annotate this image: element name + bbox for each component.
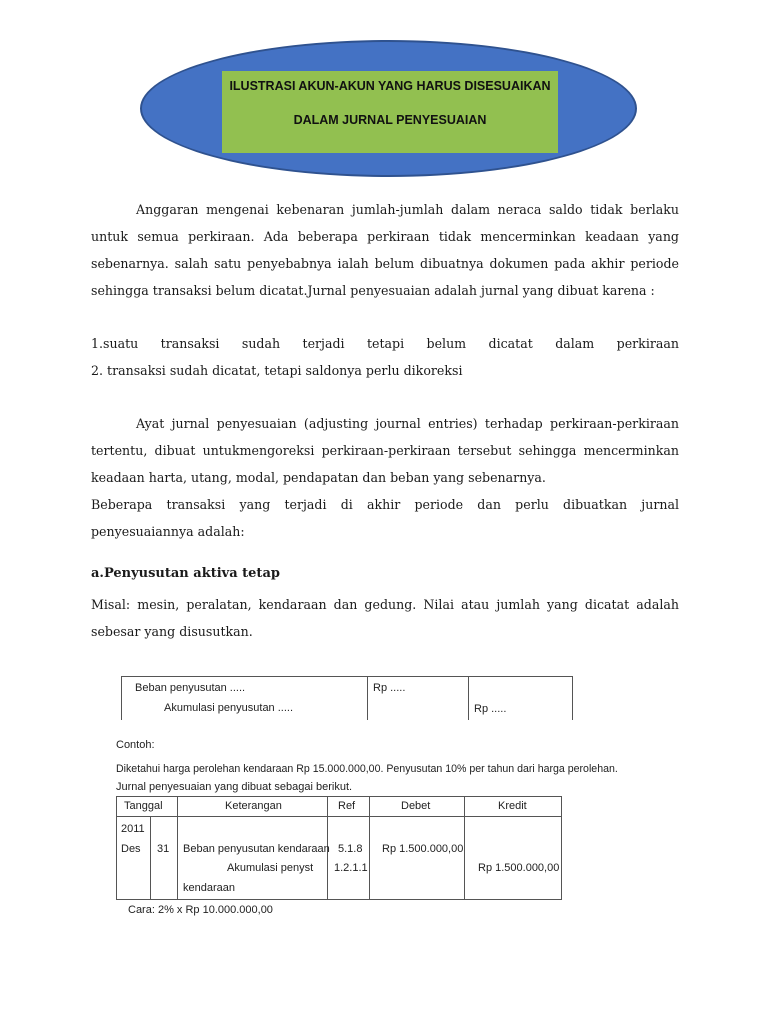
paragraph-adjusting: Ayat jurnal penyesuaian (adjusting journal entries) terhadap perkiraan-perkiraan tertentu, dibuat untukmengoreksi perkiraan-perkiraan tersebut sehingga mencerminkan keadaan harta, utang, modal, pendapatan dan beban yang sebenarnya.	[91, 416, 679, 485]
template-debit-amount: Rp .....	[373, 682, 406, 694]
template-credit-amount: Rp .....	[474, 703, 507, 715]
paragraph-transactions: Beberapa transaksi yang terjadi di akhir periode dan perlu dibuatkan jurnal penyesuaiannya adalah:	[91, 497, 679, 539]
ref-credit: 1.2.1.1	[334, 862, 368, 874]
credit-description-1: Akumulasi penyst	[227, 862, 314, 874]
title-line-2: DALAM JURNAL PENYESUAIAN	[293, 113, 487, 127]
example-label: Contoh:	[116, 739, 155, 751]
day-cell: 31	[157, 843, 170, 855]
template-debit-account: Beban penyusutan .....	[135, 682, 246, 694]
col-divider-1	[177, 797, 178, 899]
paragraph-intro: Anggaran mengenai kebenaran jumlah-jumlah dalam neraca saldo tidak berlaku untuk semua perkiraan. Ada beberapa perkiraan tidak mencerminkan keadaan yang sebenarnya. salah satu penyebabnya ialah belum dibuatnya dokumen pada akhir periode sehingga transaksi belum dicatat.Jurnal penyesuaian adalah jurnal yang dibuat karena :	[91, 202, 679, 298]
template-divider-2	[468, 676, 469, 720]
example-image	[113, 735, 618, 925]
list-item-1: 1.suatu transaksi sudah terjadi tetapi belum dicatat dalam perkiraan	[91, 336, 679, 351]
template-credit-account: Akumulasi penyusutan .....	[164, 702, 294, 714]
title-box	[222, 71, 558, 153]
col-divider-4	[464, 797, 465, 899]
template-divider-1	[367, 676, 368, 720]
header-tanggal: Tanggal	[124, 800, 163, 812]
ref-debit: 5.1.8	[338, 843, 363, 855]
col-divider-day	[150, 816, 151, 899]
example-line-2: Jurnal penyesuaian yang dibuat sebagai berikut.	[116, 781, 353, 793]
section-heading: a.Penyusutan aktiva tetap	[91, 566, 280, 581]
list-item-2: 2. transaksi sudah dicatat, tetapi saldonya perlu dikoreksi	[91, 363, 463, 378]
title-line-1: ILUSTRASI AKUN-AKUN YANG HARUS DISESUAIKAN	[229, 79, 551, 93]
month-cell: Des	[121, 843, 141, 855]
example-line-1: Diketahui harga perolehan kendaraan Rp 15.000.000,00. Penyusutan 10% per tahun dari harga perolehan.	[116, 763, 618, 775]
debit-description: Beban penyusutan kendaraan	[183, 843, 330, 855]
debit-value: Rp 1.500.000,00	[382, 843, 464, 855]
paragraph-example: Misal: mesin, peralatan, kendaraan dan gedung. Nilai atau jumlah yang dicatat adalah sebesar yang disusutkan.	[91, 597, 679, 639]
template-right-border	[572, 676, 573, 720]
header-ref: Ref	[338, 800, 356, 812]
template-left-border	[121, 676, 122, 720]
header-keterangan: Keterangan	[225, 800, 282, 812]
year-cell: 2011	[121, 823, 145, 835]
header-debet: Debet	[401, 800, 431, 812]
example-table	[116, 796, 562, 900]
template-top-border	[121, 676, 573, 677]
journal-template	[121, 670, 573, 720]
header-kredit: Kredit	[498, 800, 527, 812]
calculation-note: Cara: 2% x Rp 10.000.000,00	[128, 904, 273, 916]
credit-description-2: kendaraan	[183, 882, 235, 894]
credit-value: Rp 1.500.000,00	[478, 862, 560, 874]
col-divider-3	[369, 797, 370, 899]
header-divider	[117, 816, 561, 817]
